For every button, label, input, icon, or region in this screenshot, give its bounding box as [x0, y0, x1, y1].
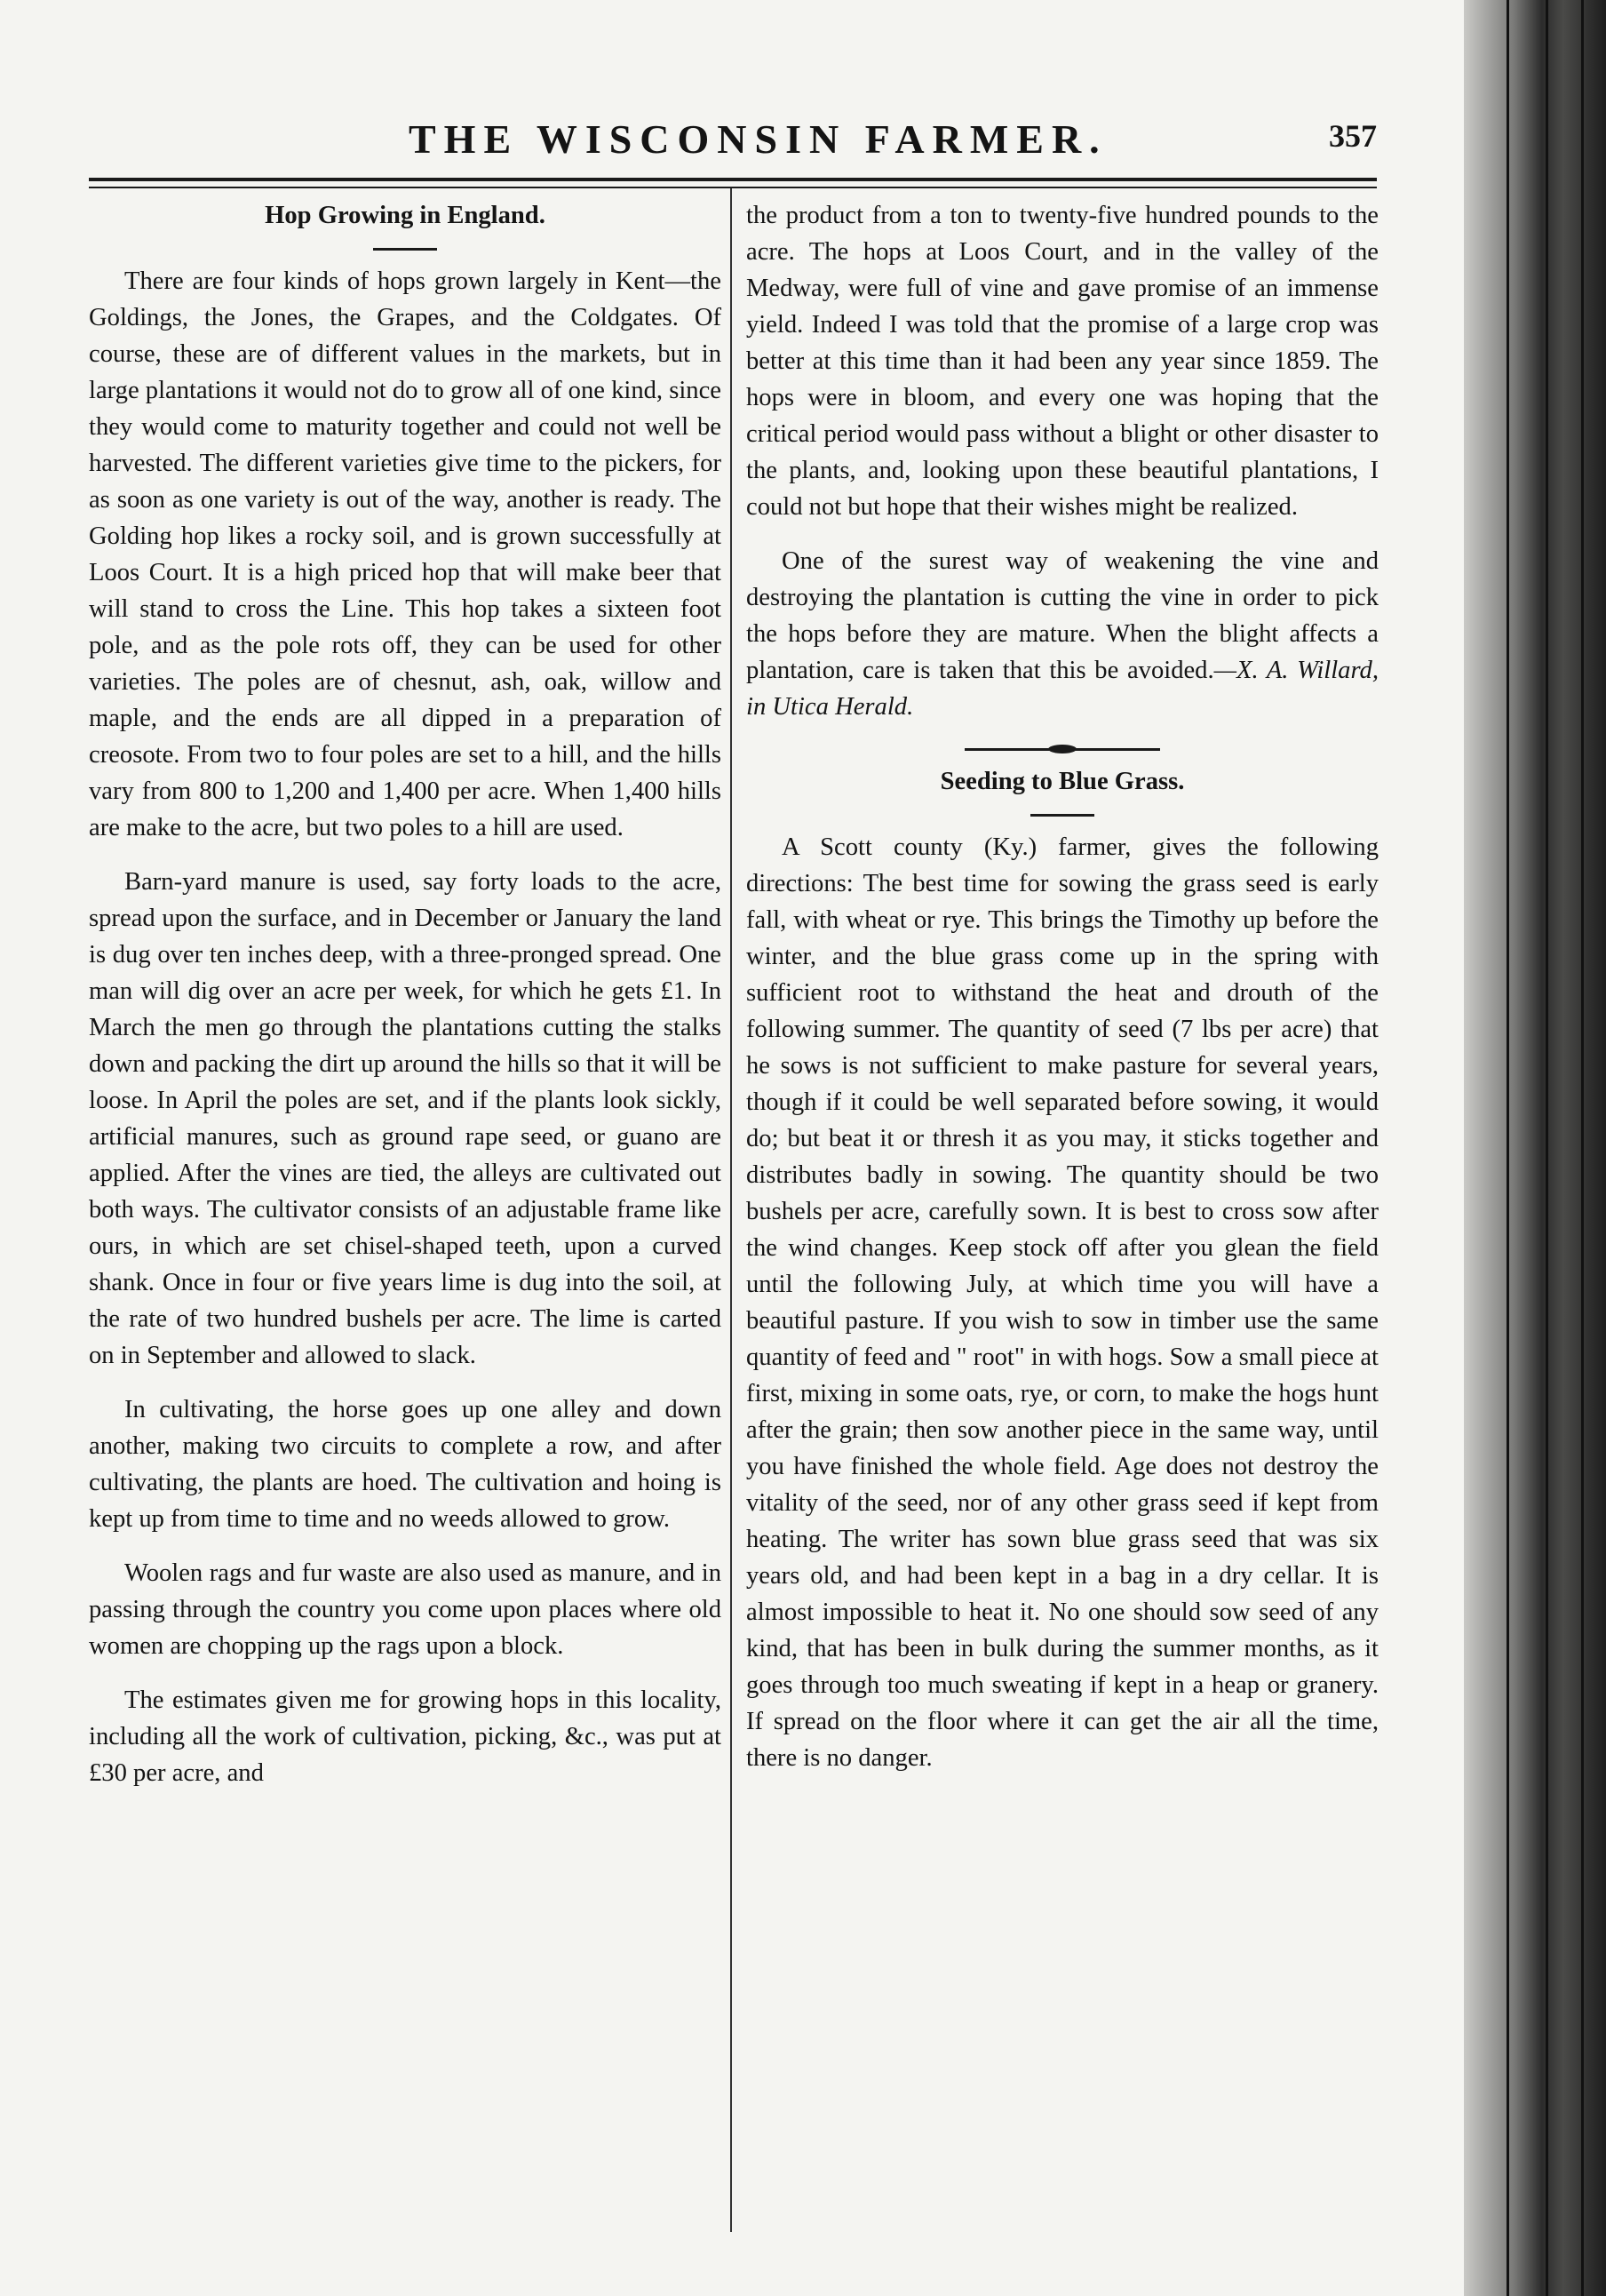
- article-attribution: —X. A. Willard, in Utica Herald.: [746, 657, 1379, 721]
- binding-line: [1546, 0, 1548, 2296]
- column-divider: [730, 188, 732, 2232]
- article-paragraph: Woolen rags and fur waste are also used as manure, and in passing through the country you come upon places where old women are chopping up the rags upon a block.: [89, 1559, 721, 1660]
- binding-line: [1581, 0, 1584, 2296]
- article-separator: [965, 748, 1160, 751]
- page-number: 357: [1329, 118, 1377, 154]
- right-column: [746, 197, 1379, 1776]
- article-paragraph-text: One of the surest way of weakening the vine and destroying the plantation is cutting the vine in order to pick the hops before they are mature. When the blight affects a plantation, care is taken that this be avoided.: [746, 547, 1379, 684]
- header-rule: [89, 178, 1377, 181]
- article-title-blue-grass: Seeding to Blue Grass.: [940, 768, 1185, 795]
- page-edge-binding: [1464, 0, 1606, 2296]
- article-paragraph: In cultivating, the horse goes up one alley and down another, making two circuits to complete a row, and after cultivating, the plants are hoed. The cultivation and hoing is kept up from time to time and no weeds allowed to grow.: [89, 1396, 721, 1533]
- page-header: [89, 116, 1377, 169]
- article-title-hop-growing: Hop Growing in England.: [265, 202, 545, 229]
- article-paragraph-continued: The estimates given me for growing hops in this locality, including all the work of cultivation, picking, &c., was put at £30 per acre, and: [89, 1686, 721, 1787]
- title-rule: [373, 248, 437, 251]
- left-column: [89, 197, 721, 1791]
- title-rule: [1030, 814, 1094, 817]
- running-title: THE WISCONSIN FARMER.: [409, 116, 1108, 162]
- article-paragraph: [746, 543, 1379, 725]
- article-paragraph: A Scott county (Ky.) farmer, gives the following directions: The best time for sowing the grass seed is early fall, with wheat or rye. This brings the Timothy up before the winter, and the blue grass come up in the spring with sufficient root to withstand the heat and drouth of the following summer. The quantity of seed (7 lbs per acre) that he sows is not sufficient to make pasture for several years, though if it could be well separated before sowing, it would do; but beat it or thresh it as you may, it sticks together and distributes badly in sowing. The quantity should be two bushels per acre, carefully sown. It is best to cross sow after the wind changes. Keep stock off after you glean the field until the following July, at which time you will have a beautiful pasture. If you wish to sow in timber use the same quantity of feed and " root" in with hogs. Sow a small piece at first, mixing in some oats, rye, or corn, to make the hogs hunt after the grain; then sow another piece in the same way, until you have finished the whole field. Age does not destroy the vitality of the seed, nor of any other grass seed if kept from heating. The writer has sown blue grass seed that was six years old, and had been kept in a bag in a dry cellar. It is almost impossible to heat it. No one should sow seed of any kind, that has been in bulk during the summer months, as it goes through too much sweating if kept in a heap or granery. If spread on the floor where it can get the air all the time, there is no danger.: [746, 833, 1379, 1772]
- article-paragraph: Barn-yard manure is used, say forty loads to the acre, spread upon the surface, and in December or January the land is dug over ten inches deep, with a three-pronged spread. One man will dig over an acre per week, for which he gets £1. In March the men go through the plantations cutting the stalks down and packing the dirt up around the hills so that it will be loose. In April the poles are set, and if the plants look sickly, artificial manures, such as ground rape seed, or guano are applied. After the vines are tied, the alleys are cultivated out both ways. The cultivator consists of an adjustable frame like ours, in which are set chisel-shaped teeth, upon a curved shank. Once in four or five years lime is dug into the soil, at the rate of two hundred bushels per acre. The lime is carted on in September and allowed to slack.: [89, 868, 721, 1369]
- binding-line: [1507, 0, 1509, 2296]
- article-paragraph: There are four kinds of hops grown largely in Kent—the Goldings, the Jones, the Grapes, and the Coldgates. Of course, these are of different values in the markets, but in large plantations it would not do to grow all of one kind, since they would come to maturity together and could not well be harvested. The different varieties give time to the pickers, for as soon as one variety is out of the way, another is ready. The Golding hop likes a rocky soil, and is grown successfully at Loos Court. It is a high priced hop that will make beer that will stand to cross the Line. This hop takes a sixteen foot pole, and as the pole rots off, they can be used for other varieties. The poles are of chesnut, ash, oak, willow and maple, and the ends are all dipped in a preparation of creosote. From two to four poles are set to a hill, and the hills vary from 800 to 1,200 and 1,400 per acre. When 1,400 hills are make to the acre, but two poles to a hill are used.: [89, 267, 721, 841]
- article-paragraph-continuation: the product from a ton to twenty-five hundred pounds to the acre. The hops at Loos Court, and in the valley of the Medway, were full of vine and gave promise of an immense yield. Indeed I was told that the promise of a large crop was better at this time than it had been any year since 1859. The hops were in bloom, and every one was hoping that the critical period would pass without a blight or other disaster to the plants, and, looking upon these beautiful plantations, I could not but hope that their wishes might be realized.: [746, 202, 1379, 521]
- header-rule-thin: [89, 187, 1377, 188]
